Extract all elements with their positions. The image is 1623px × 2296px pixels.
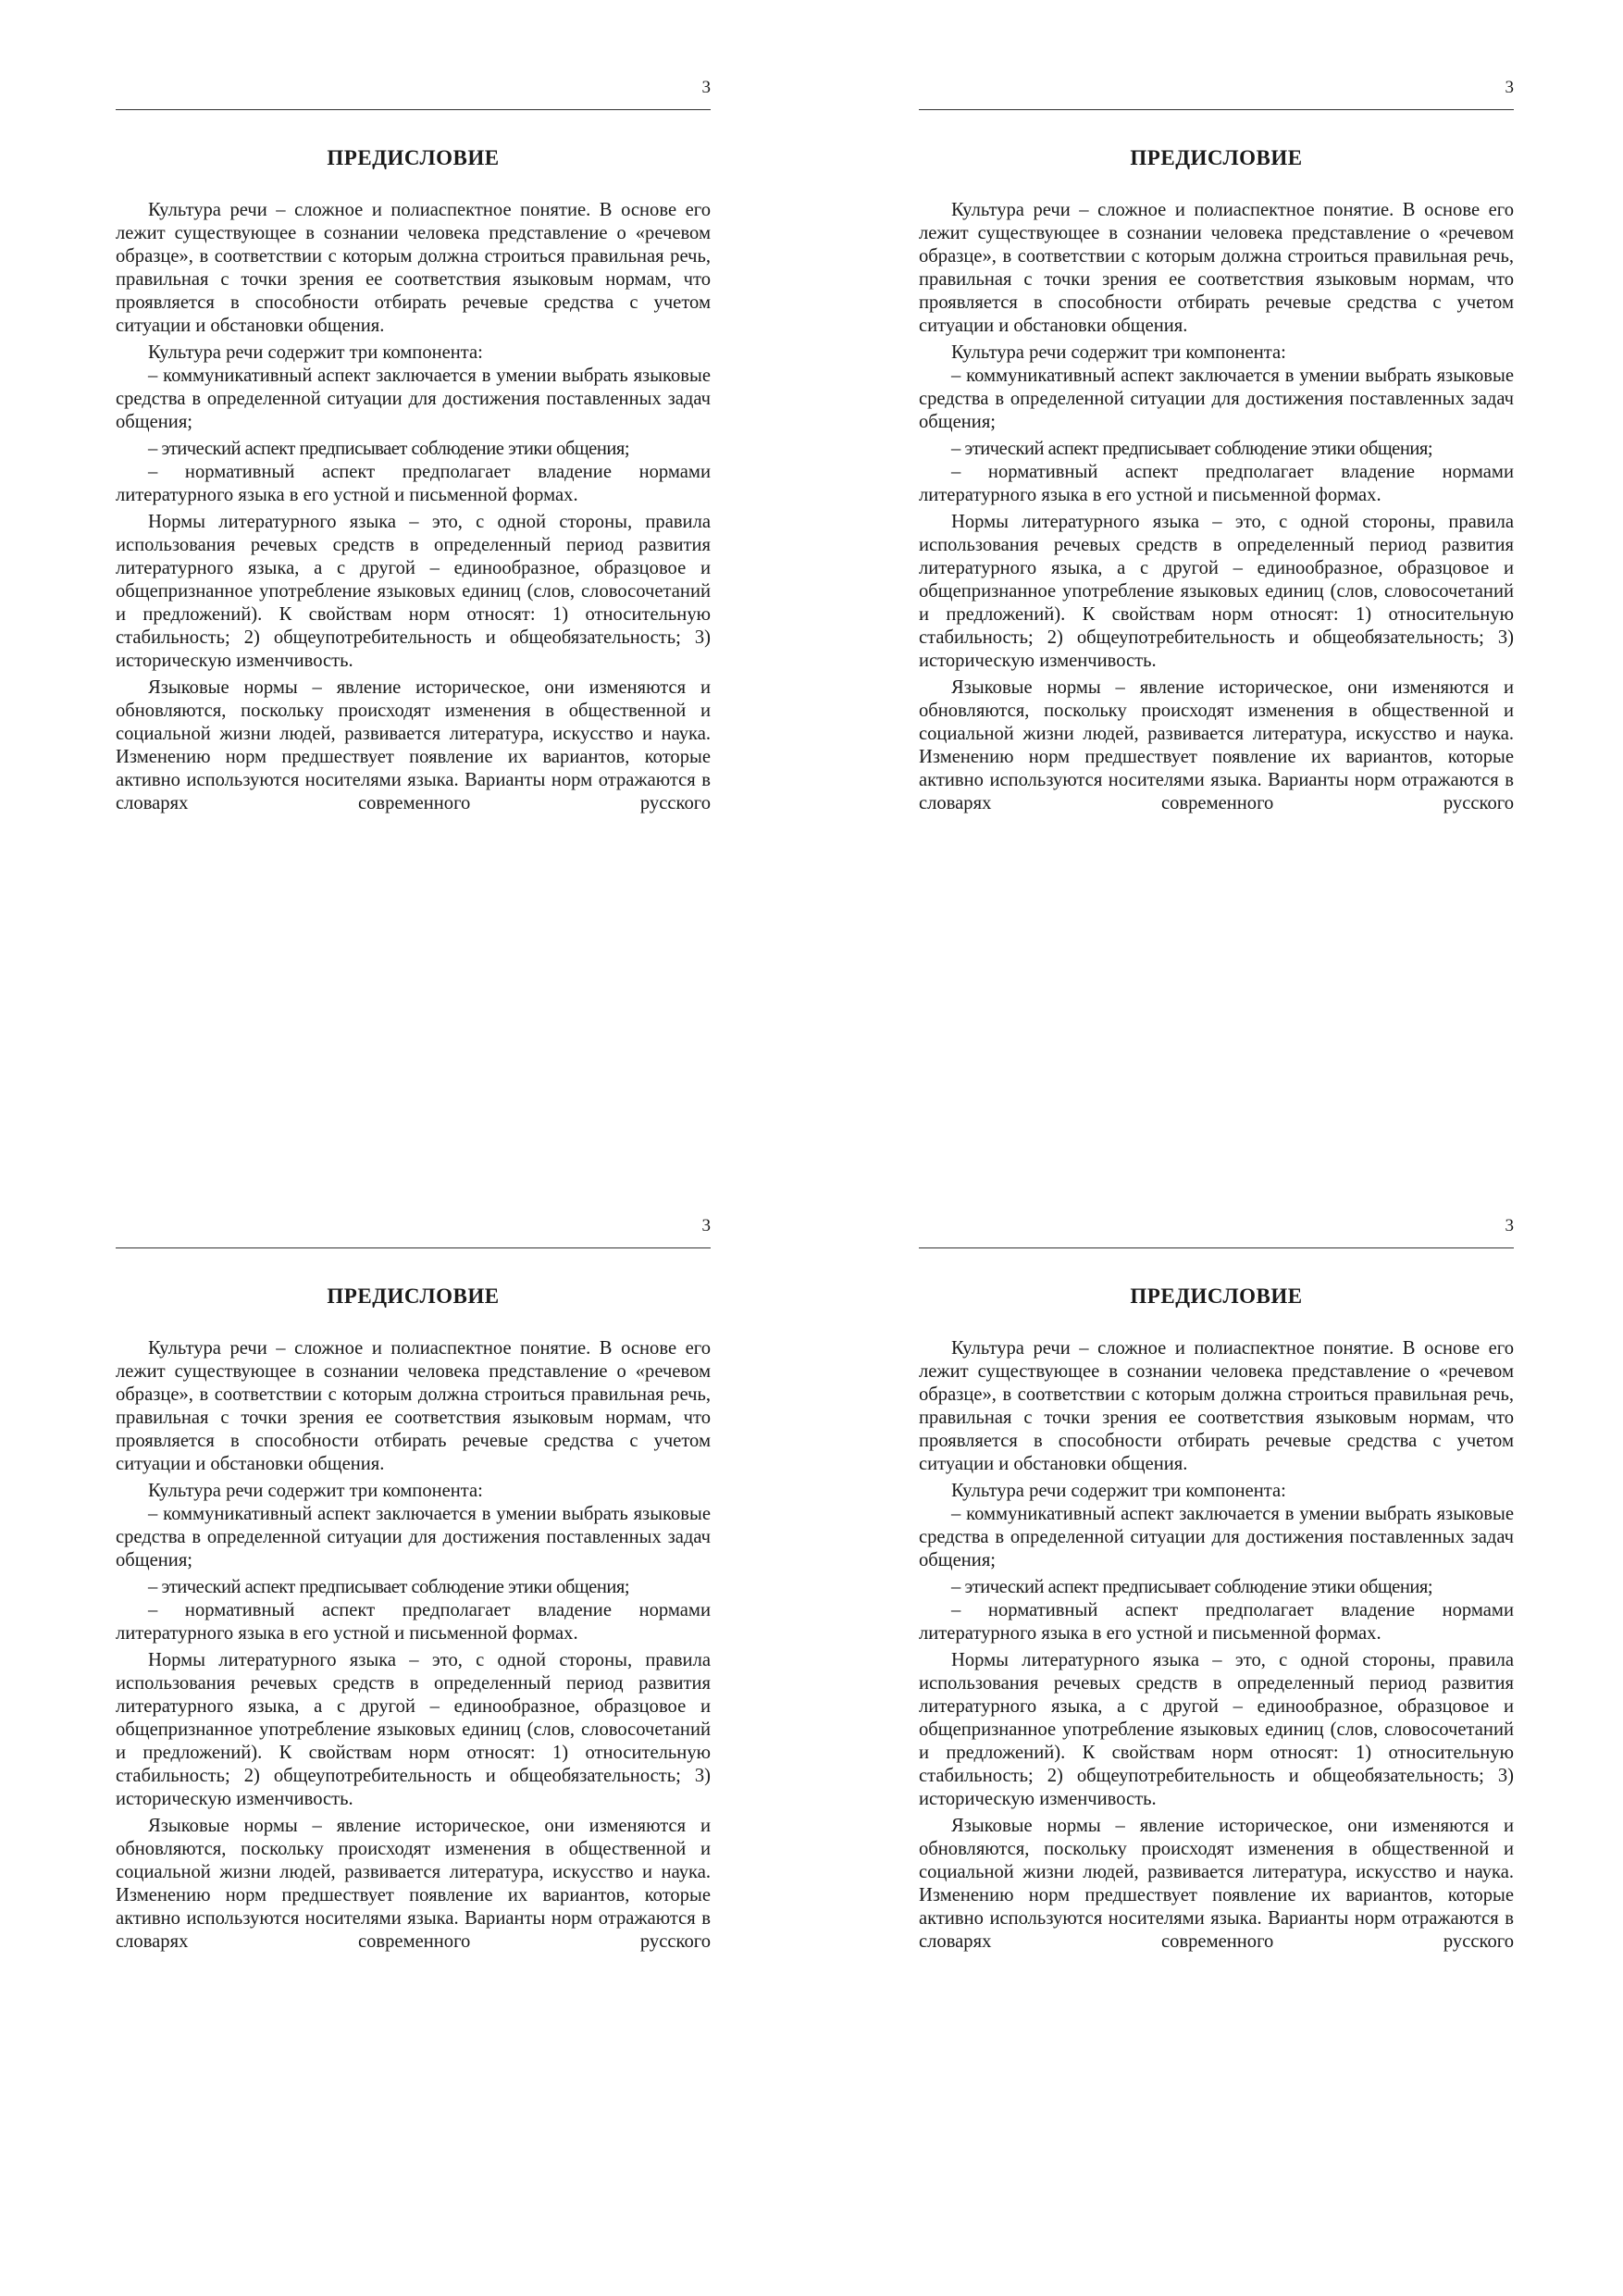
paragraph: Культура речи – сложное и полиаспектное понятие. В основе его лежит существующее в сознании человека представление о «речевом образце», в соответствии с которым должна строиться правильная речь, правильная с точки зрения ее соответствия языковым нормам, что проявляется в способности отбирать речевые средства с учетом ситуации и обстановки общения. [919,1338,1514,1474]
page-bottom-right [919,1214,1514,1954]
body-text [919,199,1514,815]
body-text [919,1337,1514,1954]
running-header [919,1214,1514,1248]
body-text [116,1337,711,1954]
paragraph: Культура речи – сложное и полиаспектное понятие. В основе его лежит существующее в сознании человека представление о «речевом образце», в соответствии с которым должна строиться правильная речь, правильная с точки зрения ее соответствия языковым нормам, что проявляется в способности отбирать речевые средства с учетом ситуации и обстановки общения. [116,200,711,336]
paragraph: – коммуникативный аспект заключается в умении выбрать языковые средства в определенной ситуации для достижения поставленных задач общения; [919,1504,1514,1570]
running-header [919,76,1514,110]
page-top-right [919,76,1514,815]
paragraph: – коммуникативный аспект заключается в умении выбрать языковые средства в определенной ситуации для достижения поставленных задач общения; [116,1504,711,1570]
paragraph: Культура речи содержит три компонента: [148,342,483,363]
paragraph: – этический аспект предписывает соблюдение этики общения; [148,439,630,459]
paragraph: Языковые нормы – явление историческое, они изменяются и обновляются, поскольку происходят изменения в общественной и социальной жизни людей, развивается литература, искусство и наука. Изменению норм предшествует появление их вариантов, которые активно используются носителями языка. Варианты норм отражаются в словарях современного русского [116,1816,711,1952]
page-number: 3 [701,1216,711,1235]
paragraph: Языковые нормы – явление историческое, они изменяются и обновляются, поскольку происходят изменения в общественной и социальной жизни людей, развивается литература, искусство и наука. Изменению норм предшествует появление их вариантов, которые активно используются носителями языка. Варианты норм отражаются в словарях современного русского [919,677,1514,813]
page-title: ПРЕДИСЛОВИЕ [327,146,500,169]
paragraph: – нормативный аспект предполагает владение нормами литературного языка в его устной и письменной формах. [919,462,1514,505]
paragraph: – этический аспект предписывает соблюдение этики общения; [951,1577,1433,1597]
paragraph: Языковые нормы – явление историческое, они изменяются и обновляются, поскольку происходят изменения в общественной и социальной жизни людей, развивается литература, искусство и наука. Изменению норм предшествует появление их вариантов, которые активно используются носителями языка. Варианты норм отражаются в словарях современного русского [919,1816,1514,1952]
running-header [116,76,711,110]
page-title: ПРЕДИСЛОВИЕ [1130,146,1303,169]
paragraph: Нормы литературного языка – это, с одной стороны, правила использования речевых средств в определенный период развития литературного языка, а с другой – единообразное, образцовое и общепризнанное употребление языковых единиц (слов, словосочетаний и предложений). К свойствам норм относят: 1) относительную стабильность; 2) общеупотребительность и общеобязательность; 3) историческую изменчивость. [919,1650,1514,1809]
paragraph: – этический аспект предписывает соблюдение этики общения; [148,1577,630,1597]
paragraph: Культура речи содержит три компонента: [951,1481,1286,1501]
paragraph: – нормативный аспект предполагает владение нормами литературного языка в его устной и письменной формах. [116,1600,711,1644]
paragraph: Нормы литературного языка – это, с одной стороны, правила использования речевых средств в определенный период развития литературного языка, а с другой – единообразное, образцовое и общепризнанное употребление языковых единиц (слов, словосочетаний и предложений). К свойствам норм относят: 1) относительную стабильность; 2) общеупотребительность и общеобязательность; 3) историческую изменчивость. [116,1650,711,1809]
paragraph: Нормы литературного языка – это, с одной стороны, правила использования речевых средств в определенный период развития литературного языка, а с другой – единообразное, образцовое и общепризнанное употребление языковых единиц (слов, словосочетаний и предложений). К свойствам норм относят: 1) относительную стабильность; 2) общеупотребительность и общеобязательность; 3) историческую изменчивость. [116,512,711,671]
running-header [116,1214,711,1248]
body-text [116,199,711,815]
paragraph: Культура речи содержит три компонента: [148,1481,483,1501]
page-bottom-left [116,1214,711,1954]
paragraph: Языковые нормы – явление историческое, они изменяются и обновляются, поскольку происходят изменения в общественной и социальной жизни людей, развивается литература, искусство и наука. Изменению норм предшествует появление их вариантов, которые активно используются носителями языка. Варианты норм отражаются в словарях современного русского [116,677,711,813]
paragraph: – нормативный аспект предполагает владение нормами литературного языка в его устной и письменной формах. [919,1600,1514,1644]
page-top-left [116,76,711,815]
paragraph: – нормативный аспект предполагает владение нормами литературного языка в его устной и письменной формах. [116,462,711,505]
page-number: 3 [1505,1216,1514,1235]
paragraph: Нормы литературного языка – это, с одной стороны, правила использования речевых средств в определенный период развития литературного языка, а с другой – единообразное, образцовое и общепризнанное употребление языковых единиц (слов, словосочетаний и предложений). К свойствам норм относят: 1) относительную стабильность; 2) общеупотребительность и общеобязательность; 3) историческую изменчивость. [919,512,1514,671]
page-number: 3 [701,78,711,97]
page-title: ПРЕДИСЛОВИЕ [1130,1285,1303,1308]
paragraph: Культура речи – сложное и полиаспектное понятие. В основе его лежит существующее в сознании человека представление о «речевом образце», в соответствии с которым должна строиться правильная речь, правильная с точки зрения ее соответствия языковым нормам, что проявляется в способности отбирать речевые средства с учетом ситуации и обстановки общения. [116,1338,711,1474]
paragraph: Культура речи содержит три компонента: [951,342,1286,363]
page-number: 3 [1505,78,1514,97]
paragraph: – коммуникативный аспект заключается в умении выбрать языковые средства в определенной ситуации для достижения поставленных задач общения; [116,366,711,432]
paragraph: – коммуникативный аспект заключается в умении выбрать языковые средства в определенной ситуации для достижения поставленных задач общения; [919,366,1514,432]
paragraph: Культура речи – сложное и полиаспектное понятие. В основе его лежит существующее в сознании человека представление о «речевом образце», в соответствии с которым должна строиться правильная речь, правильная с точки зрения ее соответствия языковым нормам, что проявляется в способности отбирать речевые средства с учетом ситуации и обстановки общения. [919,200,1514,336]
page-title: ПРЕДИСЛОВИЕ [327,1285,500,1308]
paragraph: – этический аспект предписывает соблюдение этики общения; [951,439,1433,459]
